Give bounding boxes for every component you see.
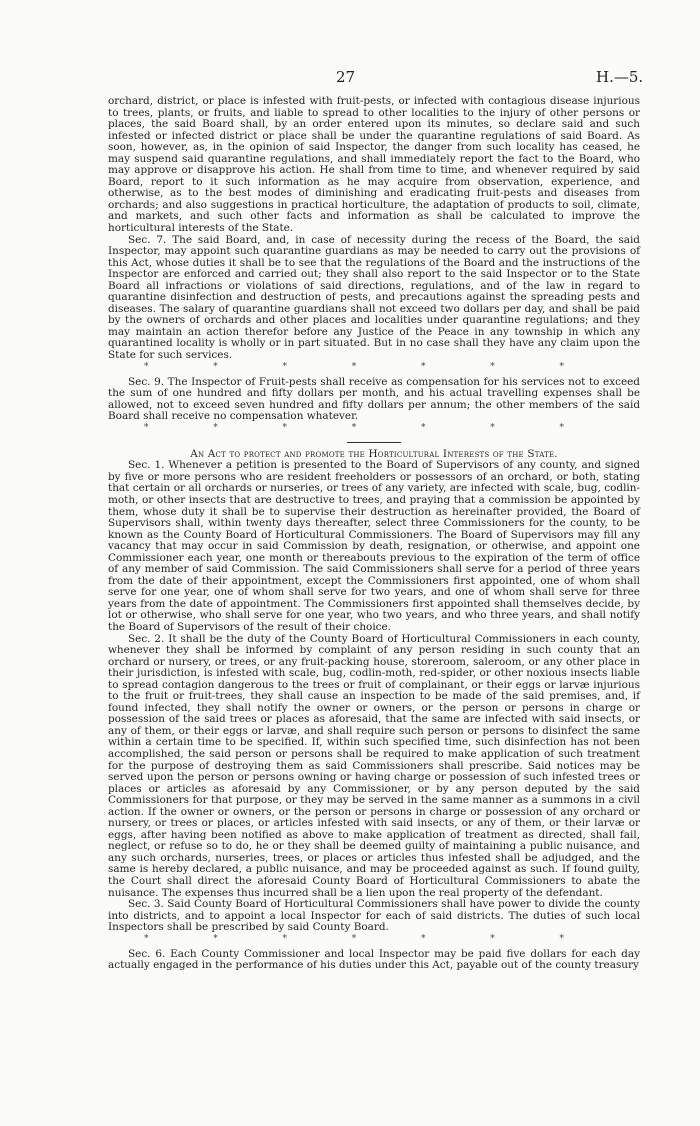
paragraph-sec-1: Sec. 1. Whenever a petition is presented to the Board of Supervisors of any county, and signed by five or more persons who are resident freeholders or possessors of an orchard, or both, stating that certain or all orchards or nurseries, or trees of any variety, are infected with scale, bug, codlin-moth, or other insects that are destructive to trees, and praying that a commission be appointed by them, whose duty it shall be to supervise their destruction as hereinafter provided, the Board of Supervisors shall, within twenty days thereafter, select three Commissioners for the county, to be known as the County Board of Horticultural Commissioners. The Board of Supervisors may fill any vacancy that may occur in said Commission by death, resignation, or otherwise, and appoint one Commissioner each year, one month or thereabouts previous to the expiration of the term of office of any member of said Commission. The said Commissioners shall serve for a period of three years from the date of their appointment, except the Commissioners first appointed, one of whom shall serve for one year, one of whom shall serve for two years, and one of whom shall serve for three years from the date of appointment. The Commissioners first appointed shall themselves decide, by lot or otherwise, who shall serve for one year, who two years, and who three years, and shall notify the Board of Supervisors of the result of their choice. xyxy=(108,459,640,633)
paragraph-sec-6: Sec. 6. Each County Commissioner and local Inspector may be paid five dollars for each day actually engaged in the performance of his duties under this Act, payable out of the county treasury xyxy=(108,947,640,972)
page-number: 27 xyxy=(336,68,356,86)
paragraph-sec-7: Sec. 7. The said Board, and, in case of necessity during the recess of the Board, the said Inspector, may appoint such quarantine guardians as may be needed to carry out the provisions of this Act, whose duties it shall be to see that the regulations of the Board and the instructions of the Inspector are enforced and carried out; they shall also report to the said Inspector or to the State Board all infractions or violations of said directions, regulations, and of the law in regard to quarantine disinfection and destruction of pests, and precautions against the spreading pests and diseases. The salary of quarantine guardians shall not exceed two dollars per day, and shall be paid by the owners of orchards and other places and localities under quarantine regulations; and they may maintain an action therefor before any Justice of the Peace in any township in which any quarantined locality is wholly or in part situated. But in no case shall they have any claim upon the State for such services. xyxy=(108,233,640,362)
act-title: An Act to protect and promote the Horticultural Interests of the State. xyxy=(190,447,558,460)
document-code: H.—5. xyxy=(596,68,644,86)
section-omission-marker: * * * * * * * xyxy=(144,422,564,433)
section-divider xyxy=(347,442,401,443)
paragraph-sec-9: Sec. 9. The Inspector of Fruit-pests shall receive as compensation for his services not to exceed the sum of one hundred and fifty dollars per month, and his actual travelling expenses shall be allowed, not to exceed seven hundred and fifty dollars per annum; the other members of the said Board shall receive no compensation whatever. xyxy=(108,375,640,423)
document-body xyxy=(108,96,640,972)
section-omission-marker: * * * * * * * xyxy=(144,933,564,944)
section-omission-marker: * * * * * * * xyxy=(144,361,564,372)
paragraph-continued: orchard, district, or place is infested with fruit-pests, or infected with contagious disease injurious to trees, plants, or fruits, and liable to spread to other localities to the injury of other persons or places, the said Board shall, by an order entered upon its minutes, so declare said and such infested or infected district or place shall be under the quarantine regulations of said Board. As soon, however, as, in the opinion of said Inspector, the danger from such locality has ceased, he may suspend said quarantine regulations, and shall immediately report the fact to the Board, who may approve or disapprove his action. He shall from time to time, and whenever required by said Board, report to it such information as he may acquire from observation, experience, and otherwise, as to the best modes of diminishing and eradicating fruit-pests and diseases from orchards; and also suggestions in practical horticulture, the adaptation of products to soil, climate, and markets, and such other facts and information as shall be calculated to improve the horticultural interests of the State. xyxy=(108,95,640,235)
paragraph-sec-3: Sec. 3. Said County Board of Horticultural Commissioners shall have power to divide the county into districts, and to appoint a local Inspector for each of said districts. The duties of such local Inspectors shall be prescribed by said County Board. xyxy=(108,898,640,934)
paragraph-sec-2: Sec. 2. It shall be the duty of the County Board of Horticultural Commissioners in each county, whenever they shall be informed by complaint of any person residing in such county that an orchard or nursery, or trees, or any fruit-packing house, storeroom, saleroom, or any other place in their jurisdiction, is infested with scale, bug, codlin-moth, red-spider, or other noxious insects liable to spread contagion dangerous to the trees or fruit of complainant, or their eggs or larvæ injurious to the fruit or fruit-trees, they shall cause an inspection to be made of the said premises, and, if found infected, they shall notify the owner or owners, or the person or persons in charge or possession of the said trees or places as aforesaid, that the same are infected with said insects, or any of them, or their eggs or larvæ, and shall require such person or persons to disinfect the same within a certain time to be specified. If, within such specified time, such disinfection has not been accomplished, the said person or persons shall be required to make application of such treatment for the purpose of destroying them as said Commissioners shall prescribe. Said notices may be served upon the person or persons owning or having charge or possession of such infested trees or places or articles as aforesaid by any Commissioner, or by any person deputed by the said Commissioners for that purpose, or they may be served in the same manner as a summons in a civil action. If the owner or owners, or the person or persons in charge or possession of any orchard or nursery, or trees or places, or articles infested with said insects, or any of them, or their larvæ or eggs, after having been notified as above to make application of treatment as directed, shall fail, neglect, or refuse so to do, he or they shall be deemed guilty of maintaining a public nuisance, and any such orchards, nurseries, trees, or places or articles thus infested shall be adjudged, and the same is hereby declared, a public nuisance, and may be proceeded against as such. If found guilty, the Court shall direct the aforesaid County Board of Horticultural Commissioners to abate the nuisance. The expenses thus incurred shall be a lien upon the real property of the defendant. xyxy=(108,632,640,899)
